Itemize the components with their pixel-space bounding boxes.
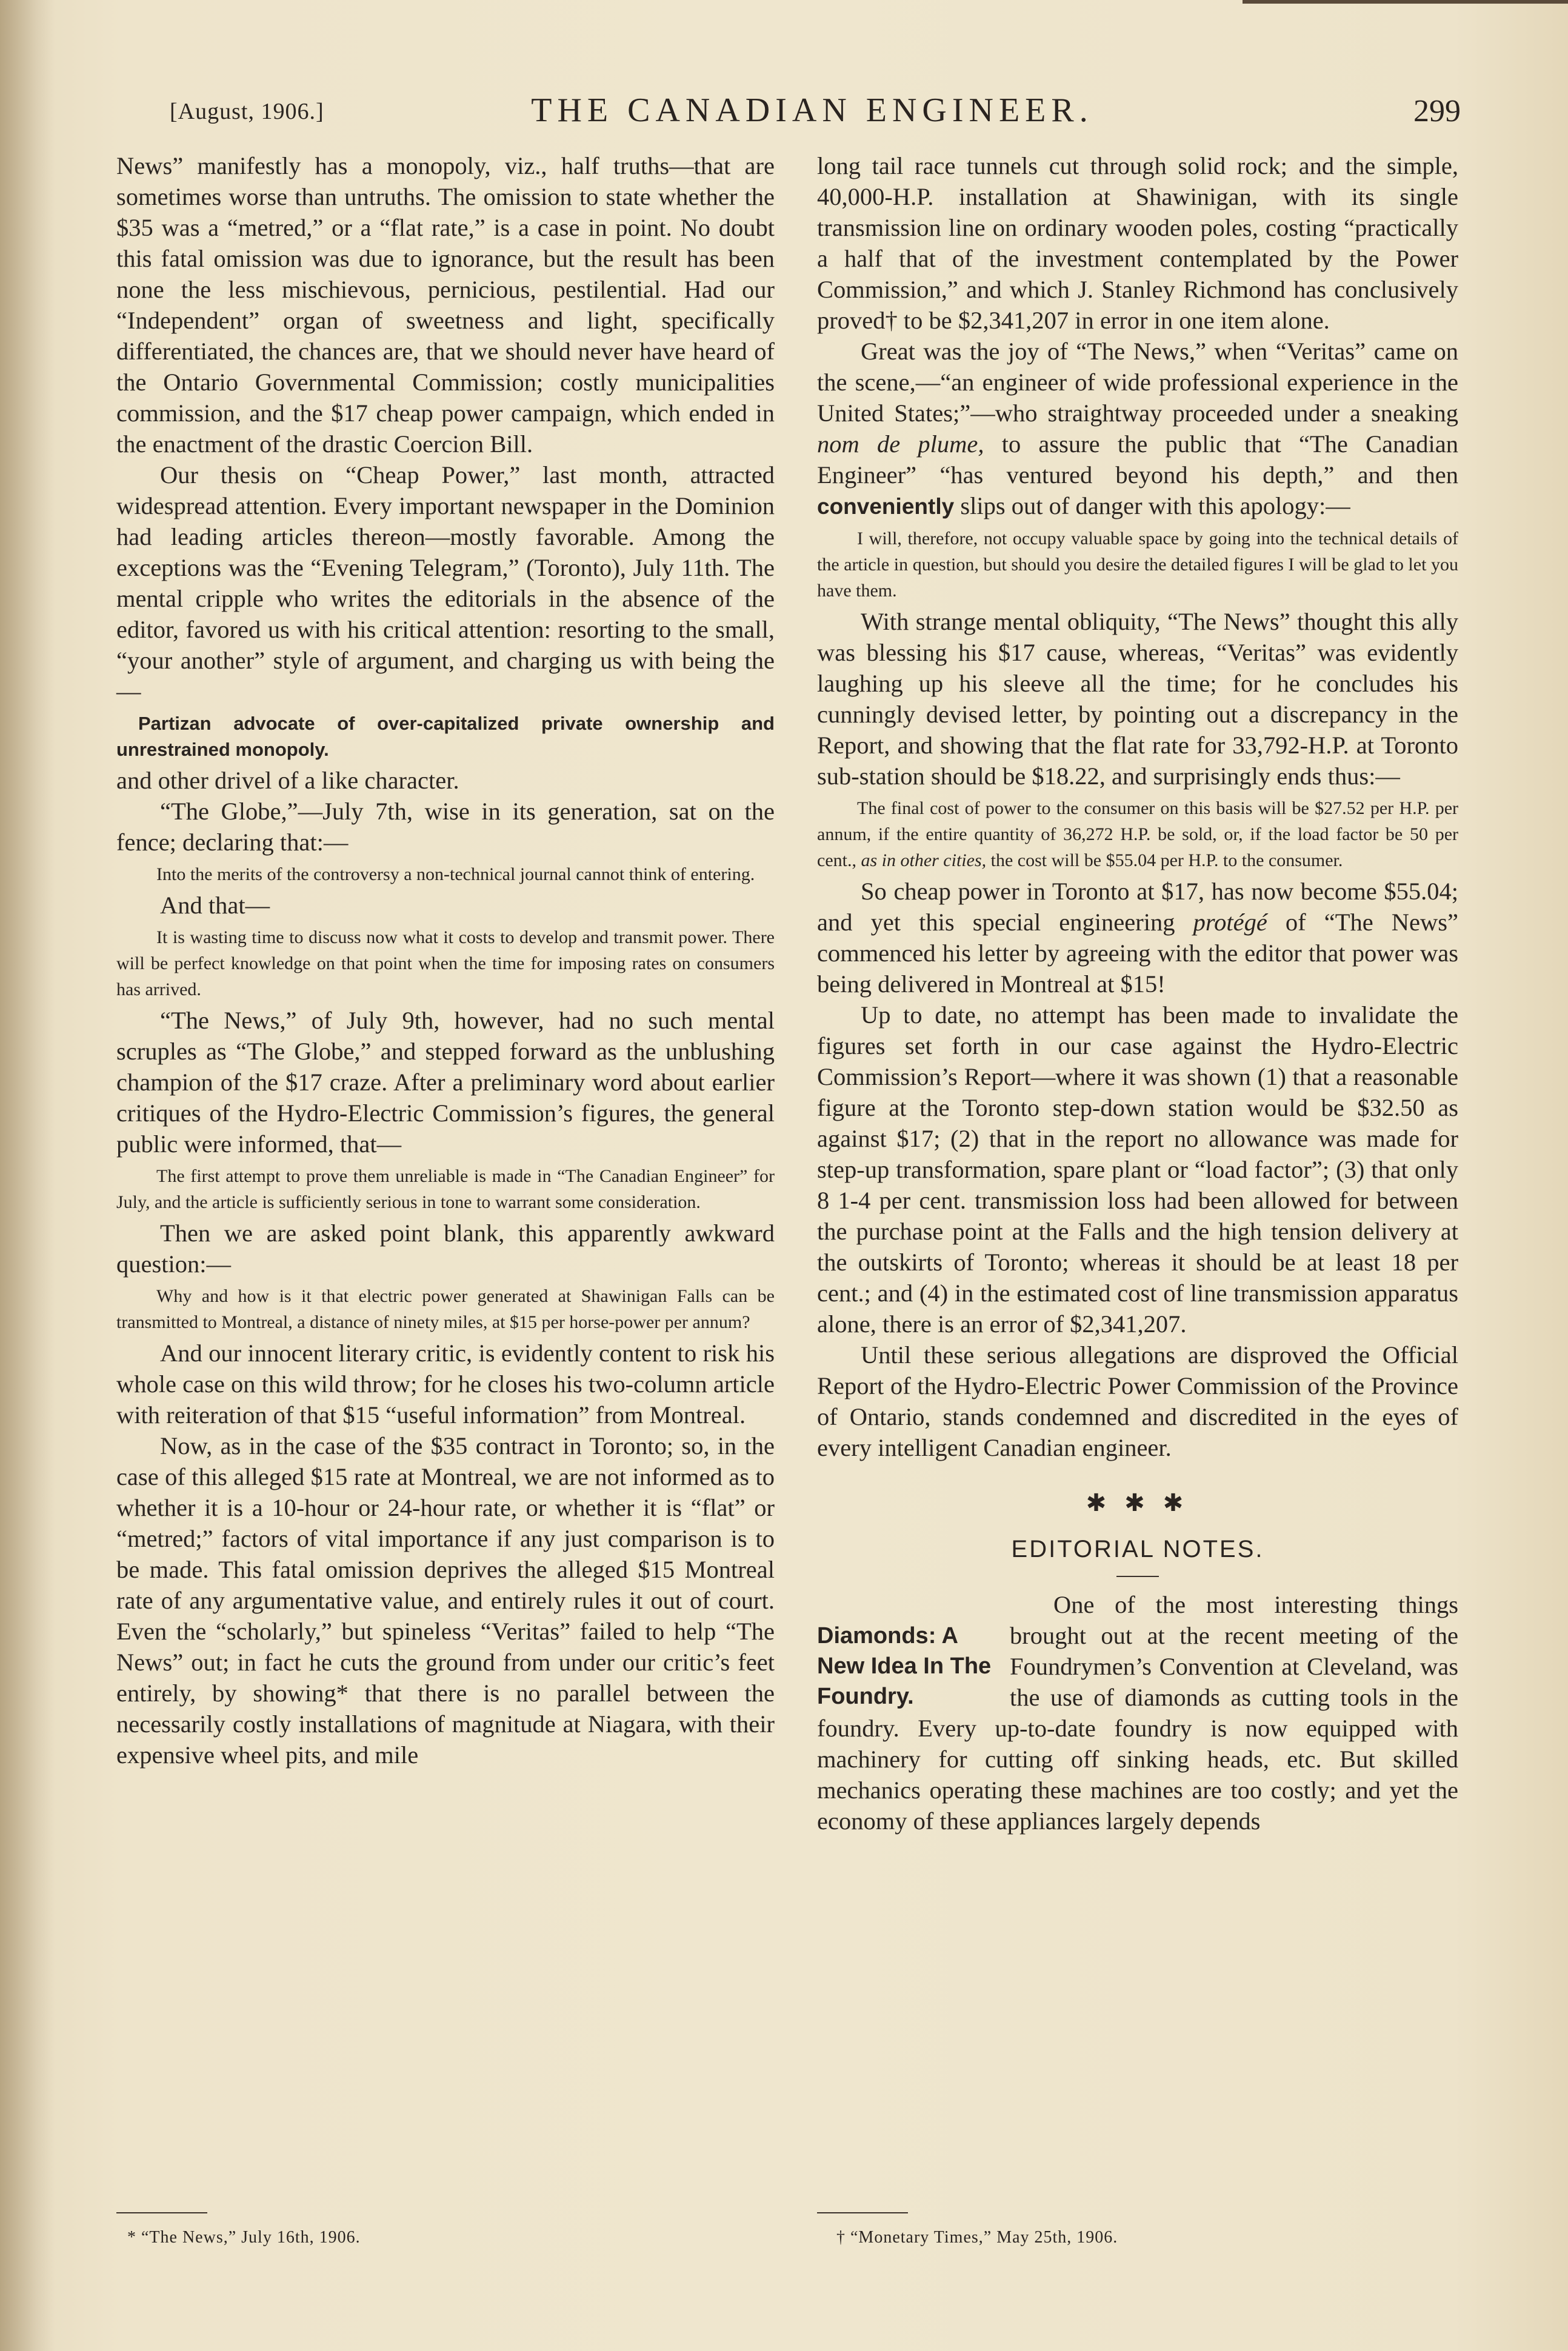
footnote-rule [817,2212,908,2213]
paragraph: One of the most interesting things brought out at the recent meeting of the Foundrymen’s Convention at Cleveland, was the use of diamonds as cutting tools in the foundry. Every up-to-date foundry is now equipped with machinery for cutting off sinking heads, etc. But skilled mechanics operating these machines are too costly; and yet the economy of these appliances largely depends [817,1591,1458,1835]
paragraph: News” manifestly has a monopoly, viz., half truths—that are sometimes worse than untruths. The omission to state whether the $35 was a “metred,” or a “flat rate,” is a case in point. No doubt this fatal omission was due to ignorance, but the result has been none the less mischievous, pernicious, pestilential. Had our “Independent” organ of sweetness and light, specifically differentiated, the chances are, that we should never have heard of the Ontario Governmental Commission; costly municipalities commission, and the $17 cheap power campaign, which ended in the enactment of the drastic Coercion Bill. [116,152,775,458]
journal-title: THE CANADIAN ENGINEER. [531,92,1093,129]
bold-text: conveniently [817,494,955,519]
footnote-rule [116,2212,207,2213]
page-number: 299 [1413,94,1461,128]
issue-date: [August, 1906.] [170,99,324,124]
paragraph: Now, as in the case of the $35 contract in Toronto; so, in the case of this alleged $15 rate at Montreal, we are not informed as to whether it is a 10-hour or 24-hour rate, or whether it is “flat” or “metred;” factors of vital importance if any just comparison is to be made. This fatal omission deprives the alleged $15 Montreal rate of any argumentative value, and entirely rules it out of court. Even the “scholarly,” but spineless “Veritas” failed to help “The News” out; in fact he cuts the ground from under our critic’s feet entirely, by showing* that there is no parallel between the necessarily costly installations of magnitude at Niagara, with their expensive wheel pits, and mile [116,1432,775,1769]
paragraph: With strange mental obliquity, “The News” thought this ally was blessing his $17 cause, whereas, “Veritas” was evidently laughing up his sleeve all the time; for he concludes his cunningly devised letter, by pointing out a discrepancy in the Report, and showing that the flat rate for 33,792-H.P. at Toronto sub-station should be $18.22, and surprisingly ends thus:— [817,608,1458,790]
block-quote: The first attempt to prove them unreliable is made in “The Canadian Engineer” for July, and the article is sufficiently serious in tone to warrant some consideration. [116,1166,775,1212]
paragraph: Until these serious allegations are disproved the Official Report of the Hydro-Electric Power Commission of the Province of Ontario, stands condemned and discredited in the eyes of every intelligent Canadian engineer. [817,1341,1458,1461]
text-run: Great was the joy of “The News,” when “Veritas” came on the scene,—“an engineer of wide professional experience in the United States;”—who straightway proceeded under a sneaking [817,338,1458,427]
section-divider-ornament: ✱ ✱ ✱ [1086,1489,1190,1516]
footnote-left: * “The News,” July 16th, 1906. [127,2228,361,2247]
paragraph: Then we are asked point blank, this apparently awkward question:— [116,1219,775,1278]
text-run: slips out of danger with this apology:— [960,492,1350,519]
side-heading: Diamonds: A New Idea In The Foundry. [817,1623,992,1709]
section-heading: EDITORIAL NOTES. [1011,1536,1264,1562]
heading-rule [1116,1576,1159,1577]
text-run: The final cost of power to the consumer on this basis will be $27.52 per H.P. per annum, if the entire quantity of 36,272 H.P. be sold, or, if the load factor be 50 per cent., [817,798,1458,870]
paragraph: Our thesis on “Cheap Power,” last month, attracted widespread attention. Every important newspaper in the Dominion had leading articles thereon—mostly favorable. Among the exceptions was the “Evening Telegram,” (Toronto), July 11th. The mental cripple who writes the editorials in the absence of the editor, favored us with his critical attention: resorting to the small, “your another” style of argument, and charging us with being the— [116,461,775,705]
paragraph: “The News,” of July 9th, however, had no such mental scruples as “The Globe,” and stepped forward as the unblushing champion of the $17 craze. After a preliminary word about earlier critiques of the Hydro-Electric Commission’s figures, the general public were informed, that— [116,1007,775,1158]
italic-text: nom de plume, [817,430,984,458]
text-run: So cheap power in Toronto at $17, has now become $55.04; and yet this special engineering [817,878,1458,936]
binding-shadow [0,0,55,2351]
block-quote: It is wasting time to discuss now what it costs to develop and transmit power. There will be perfect knowledge on that point when the time for imposing rates on consumers has arrived. [116,927,775,999]
paragraph: long tail race tunnels cut through solid rock; and the simple, 40,000-H.P. installation at Shawinigan, with its single transmission line on ordinary wooden poles, costing “practically a half that of the investment contemplated by the Power Commission,” and which J. Stanley Richmond has conclusively proved† to be $2,341,207 in error in one item alone. [817,152,1458,334]
page-header [164,91,1461,133]
italic-text: protégé [1193,909,1267,936]
paragraph: “The Globe,”—July 7th, wise in its generation, sat on the fence; declaring that:— [116,798,775,856]
top-border-rule [1243,0,1568,4]
text-run: to assure the public that “The Canadian Engineer” “has ventured beyond his depth,” and then [817,430,1459,489]
block-quote [817,795,1458,873]
block-quote: Partizan advocate of over-capitalized private ownership and unrestrained monopoly. [116,713,775,760]
block-quote: Into the merits of the controversy a non-technical journal cannot think of entering. [156,864,755,884]
text-run: the cost will be $55.04 per H.P. to the consumer. [990,850,1343,870]
block-quote: Why and how is it that electric power generated at Shawinigan Falls can be transmitted to Montreal, a distance of ninety miles, at $15 per horse-power per annum? [116,1286,775,1332]
paragraph: And our innocent literary critic, is evidently content to risk his whole case on this wild throw; for he closes his two-column article with reiteration of that $15 “useful information” from Montreal. [116,1339,775,1429]
paragraph [817,876,1458,999]
text-run: of “The News” commenced his letter by agreeing with the editor that power was being delivered in Montreal at $15! [817,909,1459,998]
block-quote: I will, therefore, not occupy valuable space by going into the technical details of the article in question, but should you desire the detailed figures I will be glad to let you have them. [817,529,1458,601]
paragraph: And that— [160,892,270,919]
paragraph [817,336,1458,522]
italic-text: as in other cities, [861,850,987,870]
paragraph: and other drivel of a like character. [116,767,459,794]
right-column [817,150,1458,1836]
paragraph: Up to date, no attempt has been made to invalidate the figures set forth in our case against the Hydro-Electric Commission’s Report—where it was shown (1) that a reasonable figure at the Toronto step-down station would be $32.50 as against $17; (2) that in the report no allowance was made for step-up transformation, spare plant or “load factor”; (3) that only 8 1-4 per cent. transmission loss had been allowed for between the purchase point at the Falls and the high tension delivery at the outskirts of Toronto; whereas it should be at least 18 per cent.; and (4) in the estimated cost of line transmission apparatus alone, there is an error of $2,341,207. [817,1001,1458,1338]
footnote-right: † “Monetary Times,” May 25th, 1906. [836,2228,1118,2247]
left-column [116,150,775,1770]
